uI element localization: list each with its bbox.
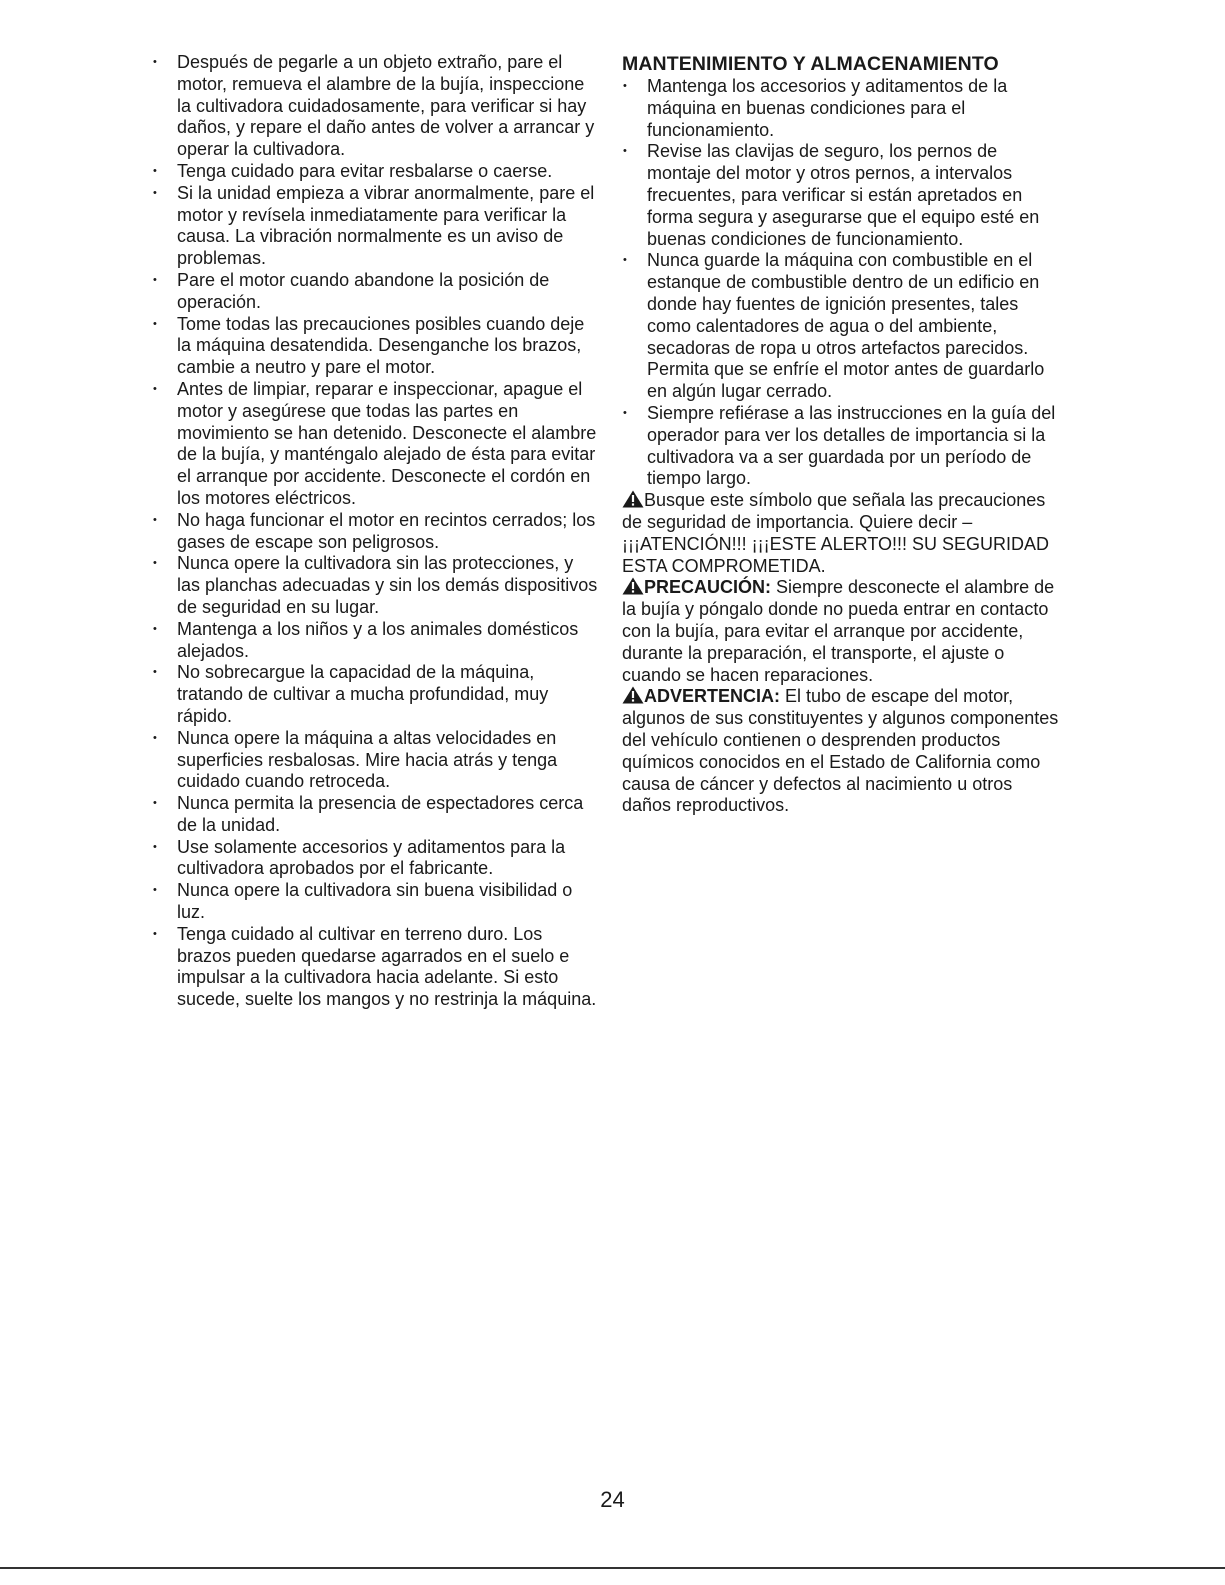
maintenance-bullet-list [622,76,1064,490]
list-item: • Tenga cuidado al cultivar en terreno duro. Los brazos pueden quedarse agarrados en el suelo e impulsar a la cultivadora hacia adelante. Si esto sucede, suelte los mangos y no restrinja la máquina. [152,924,600,1011]
list-item: • Antes de limpiar, reparar e inspeccionar, apague el motor y asegúrese que todas las partes en movimiento se han detenido. Desconecte el alambre de la bujía, y manténgalo alejado de ésta para evitar el arranque por accidente. Desconecte el cordón en los motores eléctricos. [152,379,600,510]
list-item: • Mantenga a los niños y a los animales domésticos alejados. [152,619,600,663]
list-item: • Mantenga los accesorios y aditamentos de la máquina en buenas condiciones para el funcionamiento. [622,76,1064,141]
list-item: • Tenga cuidado para evitar resbalarse o caerse. [152,161,600,183]
left-column [152,52,600,1011]
symbol-note [622,490,1064,577]
list-item: • Use solamente accesorios y aditamentos para la cultivadora aprobados por el fabricante. [152,837,600,881]
list-item: • No sobrecargue la capacidad de la máquina, tratando de cultivar a mucha profundidad, muy rápido. [152,662,600,727]
bottom-divider [0,1567,1225,1569]
warning-triangle-icon [622,686,644,704]
list-item: • Después de pegarle a un objeto extraño, pare el motor, remueva el alambre de la bujía, inspeccione la cultivadora cuidadosamente, para verificar si hay daños, y repare el daño antes de volver a arrancar y operar la cultivadora. [152,52,600,161]
list-item: • No haga funcionar el motor en recintos cerrados; los gases de escape son peligrosos. [152,510,600,554]
warning-text: El tubo de escape del motor, algunos de sus constituyentes y algunos componentes del vehículo contienen o desprenden productos químicos conocidos en el Estado de California como causa de cáncer y defectos al nacimiento u otros daños reproductivos. [622,686,1059,816]
section-heading: MANTENIMIENTO Y ALMACENAMIENTO [622,53,999,75]
list-item: • Siempre refiérase a las instrucciones en la guía del operador para ver los detalles de importancia si la cultivadora va a ser guardada por un período de tiempo largo. [622,403,1064,490]
list-item: • Nunca opere la cultivadora sin las protecciones, y las planchas adecuadas y sin los demás dispositivos de seguridad en su lugar. [152,553,600,618]
list-item: • Revise las clavijas de seguro, los pernos de montaje del motor y otros pernos, a intervalos frecuentes, para verificar si están apretados en forma segura y asegurarse que el equipo esté en buenas condiciones de funcionamiento. [622,141,1064,250]
warning-note [622,686,1064,817]
caution-text: Siempre desconecte el alambre de la bujía y póngalo donde no pueda entrar en contacto con la bujía, para evitar el arranque por accidente, durante la preparación, el transporte, el ajuste o cuando se hacen reparaciones. [622,577,1055,685]
caution-note [622,577,1064,686]
symbol-note-text: Busque este símbolo que señala las precauciones de seguridad de importancia. Quiere decir – ¡¡¡ATENCIÓN!!! ¡¡¡ESTE ALERTO!!! SU SEGURIDAD ESTA COMPROMETIDA. [622,490,1050,576]
safety-bullet-list [152,52,600,1011]
list-item: • Nunca opere la cultivadora sin buena visibilidad o luz. [152,880,600,924]
caution-label: PRECAUCIÓN: [644,577,772,598]
warning-triangle-icon [622,490,644,508]
list-item: • Pare el motor cuando abandone la posición de operación. [152,270,600,314]
warning-label: ADVERTENCIA: [644,686,781,707]
warning-triangle-icon [622,577,644,595]
list-item: • Nunca permita la presencia de espectadores cerca de la unidad. [152,793,600,837]
list-item: • Tome todas las precauciones posibles cuando deje la máquina desatendida. Desenganche los brazos, cambie a neutro y pare el motor. [152,314,600,379]
page-number: 24 [600,1487,625,1512]
list-item: • Si la unidad empieza a vibrar anormalmente, pare el motor y revísela inmediatamente para verificar la causa. La vibración normalmente es un aviso de problemas. [152,183,600,270]
list-item: • Nunca opere la máquina a altas velocidades en superficies resbalosas. Mire hacia atrás y tenga cuidado cuando retroceda. [152,728,600,793]
list-item: • Nunca guarde la máquina con combustible en el estanque de combustible dentro de un edificio en donde hay fuentes de ignición presentes, tales como calentadores de agua o del ambiente, secadoras de ropa u otros artefactos parecidos. Permita que se enfríe el motor antes de guardarlo en algún lugar cerrado. [622,250,1064,403]
right-column [622,52,1064,817]
